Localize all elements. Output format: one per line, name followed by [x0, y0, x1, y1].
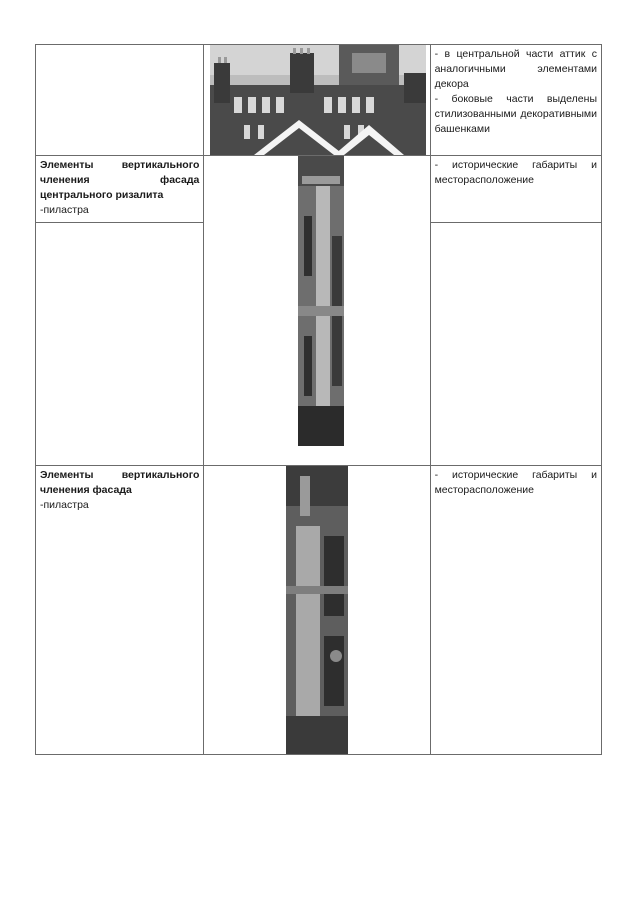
photo-cell	[204, 45, 430, 156]
requirements-cell	[430, 466, 601, 755]
monument-elements-table	[35, 44, 602, 755]
element-heading: Элементы вертикального членения фасада центрального ризалита	[40, 159, 200, 201]
photo-cell	[204, 466, 430, 755]
element-name-cell	[36, 45, 204, 156]
requirement-line: - исторические габариты и месторасположение	[434, 159, 597, 186]
facade-attic-photo	[204, 45, 426, 155]
requirements-cell	[430, 45, 601, 156]
table-row	[36, 466, 602, 755]
table-row	[36, 45, 602, 156]
table-row	[36, 156, 602, 223]
requirement-line: - в центральной части аттик с аналогичными элементами декора	[434, 48, 597, 90]
requirement-line: - боковые части выделены стилизованными декоративными башенками	[434, 93, 597, 135]
element-name-cell	[36, 466, 204, 755]
element-subtype: -пиластра	[40, 499, 89, 511]
requirements-cell	[430, 156, 601, 223]
central-pilaster-photo	[204, 156, 426, 462]
photo-cell	[204, 156, 430, 466]
side-pilaster-photo	[204, 466, 426, 754]
element-heading: Элементы вертикального членения фасада	[40, 469, 200, 496]
empty-cell	[430, 223, 601, 466]
requirement-line: - исторические габариты и месторасположение	[434, 469, 597, 496]
empty-cell	[36, 223, 204, 466]
element-name-cell	[36, 156, 204, 223]
element-subtype: -пиластра	[40, 204, 89, 216]
